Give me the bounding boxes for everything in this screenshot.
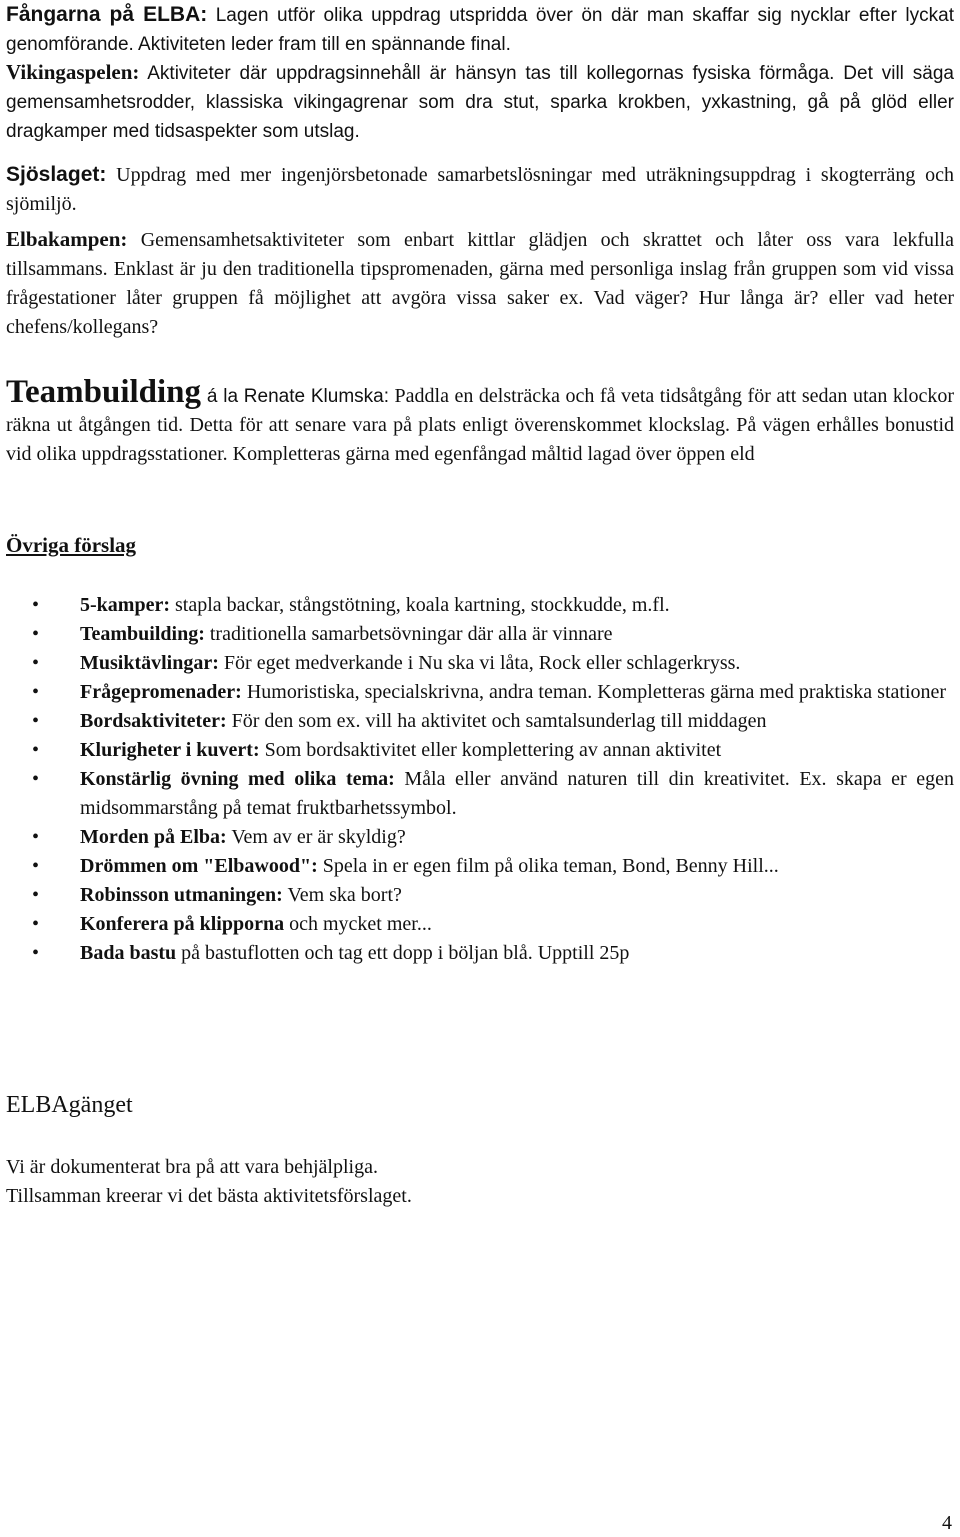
text-fangarna: Lagen utför olika uppdrag utspridda över ön där man skaffar sig nycklar efter lyckat genomförande. Aktiviteten leder fram till en spännande final. [6,5,954,55]
bullet-icon: • [32,913,40,935]
list-item-label: Klurigheter i kuvert: [80,739,260,761]
paragraph-sjoslaget [6,160,954,219]
list-item [6,881,954,910]
list-item [6,852,954,881]
heading-other-suggestions: Övriga förslag [6,533,137,557]
bullet-icon: • [32,739,40,761]
bullet-icon: • [32,768,40,790]
list-item-label: Bada bastu [80,942,177,964]
list-item-text: Måla eller använd naturen till din kreativitet. Ex. skapa er egen midsommarstång på temat fruktbarhetssymbol. [80,768,955,819]
elbaganget-line-1: Vi är dokumenterat bra på att vara behjälpliga. [6,1156,378,1178]
list-item-text: traditionella samarbetsövningar där alla är vinnare [204,623,613,645]
list-item-text: Vem ska bort? [282,884,402,906]
list-item-text: För den som ex. vill ha aktivitet och samtalsunderlag till middagen [226,710,767,732]
list-item-text: på bastuflotten och tag ett dopp i böljan blå. Upptill 25p [176,942,630,964]
elbaganget-line-2: Tillsamman kreerar vi det bästa aktivitetsförslaget. [6,1185,412,1207]
paragraph-elbakampen [6,225,954,342]
list-item [6,765,954,823]
list-item-text: Vem av er är skyldig? [226,826,406,848]
list-item-label: 5-kamper: [80,594,170,616]
list-item-text: Spela in er egen film på olika teman, Bond, Benny Hill... [317,855,779,877]
text-teambuilding-sans: á la Renate Klumska: [201,386,390,407]
list-item-label: Morden på Elba: [80,826,227,848]
title-teambuilding: Teambuilding [6,374,202,410]
list-item [6,678,954,707]
list-item-text: Som bordsaktivitet eller komplettering av annan aktivitet [259,739,722,761]
bullet-icon: • [32,623,40,645]
list-item [6,620,954,649]
list-item [6,736,954,765]
list-item-label: Konstärlig övning med olika tema: [80,768,395,790]
paragraph-fangarna [6,0,954,59]
list-item [6,649,954,678]
list-item [6,939,954,968]
label-vikingaspelen: Vikingaspelen: [6,60,140,84]
bullet-icon: • [32,652,40,674]
text-sjoslaget: Uppdrag med mer ingenjörsbetonade samarbetslösningar med uträkningsuppdrag i skogterräng och sjömiljö. [6,164,954,215]
heading-elbaganget: ELBAgänget [6,1092,133,1118]
bullet-icon: • [32,594,40,616]
suggestions-list [6,591,954,968]
label-sjoslaget: Sjöslaget: [6,163,107,186]
list-item-label: Robinsson utmaningen: [80,884,283,906]
text-elbakampen: Gemensamhetsaktiviteter som enbart kittlar glädjen och skrattet och låter oss vara lekfulla tillsammans. Enklast är ju den traditionella tipspromenaden, gärna med personliga inslag från gruppen som vid vissa frågestationer låter gruppen få möjlighet att avgöra vissa saker ex. Vad väger? Hur långa är? eller vad heter chefens/kollegans? [6,229,954,338]
list-item-label: Bordsaktiviteter: [80,710,227,732]
list-item-label: Musiktävlingar: [80,652,219,674]
list-item-label: Frågepromenader: [80,681,242,703]
elbaganget-text [6,1153,412,1211]
list-item-text: stapla backar, stångstötning, koala kartning, stockkudde, m.fl. [169,594,670,616]
list-item-text: Humoristiska, specialskrivna, andra teman. Kompletteras gärna med praktiska stationer [241,681,947,703]
bullet-icon: • [32,710,40,732]
paragraph-vikingaspelen [6,58,954,146]
paragraph-teambuilding [6,374,955,469]
list-item-text: och mycket mer... [284,913,432,935]
label-elbakampen: Elbakampen: [6,227,128,251]
text-vikingaspelen-serif: Aktiviteter där uppdragsinnehåll är hänsyn tas till kollegornas fysiska förmåga. [139,63,835,84]
bullet-icon: • [32,942,40,964]
label-fangarna: Fångarna på ELBA: [6,3,208,26]
text-vikingaspelen-sans: Det vill säga gemensamhetsrodder, klassiska vikingagrenar som dra stut, sparka krokben, yxkastning, gå på glöd eller dragkamper med tidsaspekter som utslag. [6,63,954,142]
list-item-label: Drömmen om "Elbawood": [80,855,318,877]
bullet-icon: • [32,855,40,877]
list-item [6,910,954,939]
text-teambuilding: Paddla en delsträcka och få veta tidsåtgång för att sedan utan klockor räkna ut åtgången tid. Detta för att senare vara på plats enligt överenskommet klockslag. På vägen erhålles bonustid vid olika uppdragsstationer. Kompletteras gärna med egenfångad måltid lagad över öppen eld [6,385,955,465]
list-item-text: För eget medverkande i Nu ska vi låta, Rock eller schlagerkryss. [218,652,741,674]
list-item [6,823,954,852]
list-item [6,707,954,736]
list-item-label: Teambuilding: [80,623,205,645]
bullet-icon: • [32,681,40,703]
bullet-icon: • [32,884,40,906]
list-item-label: Konferera på klipporna [80,913,285,935]
list-item [6,591,954,620]
page-number: 4 [942,1512,952,1534]
bullet-icon: • [32,826,40,848]
